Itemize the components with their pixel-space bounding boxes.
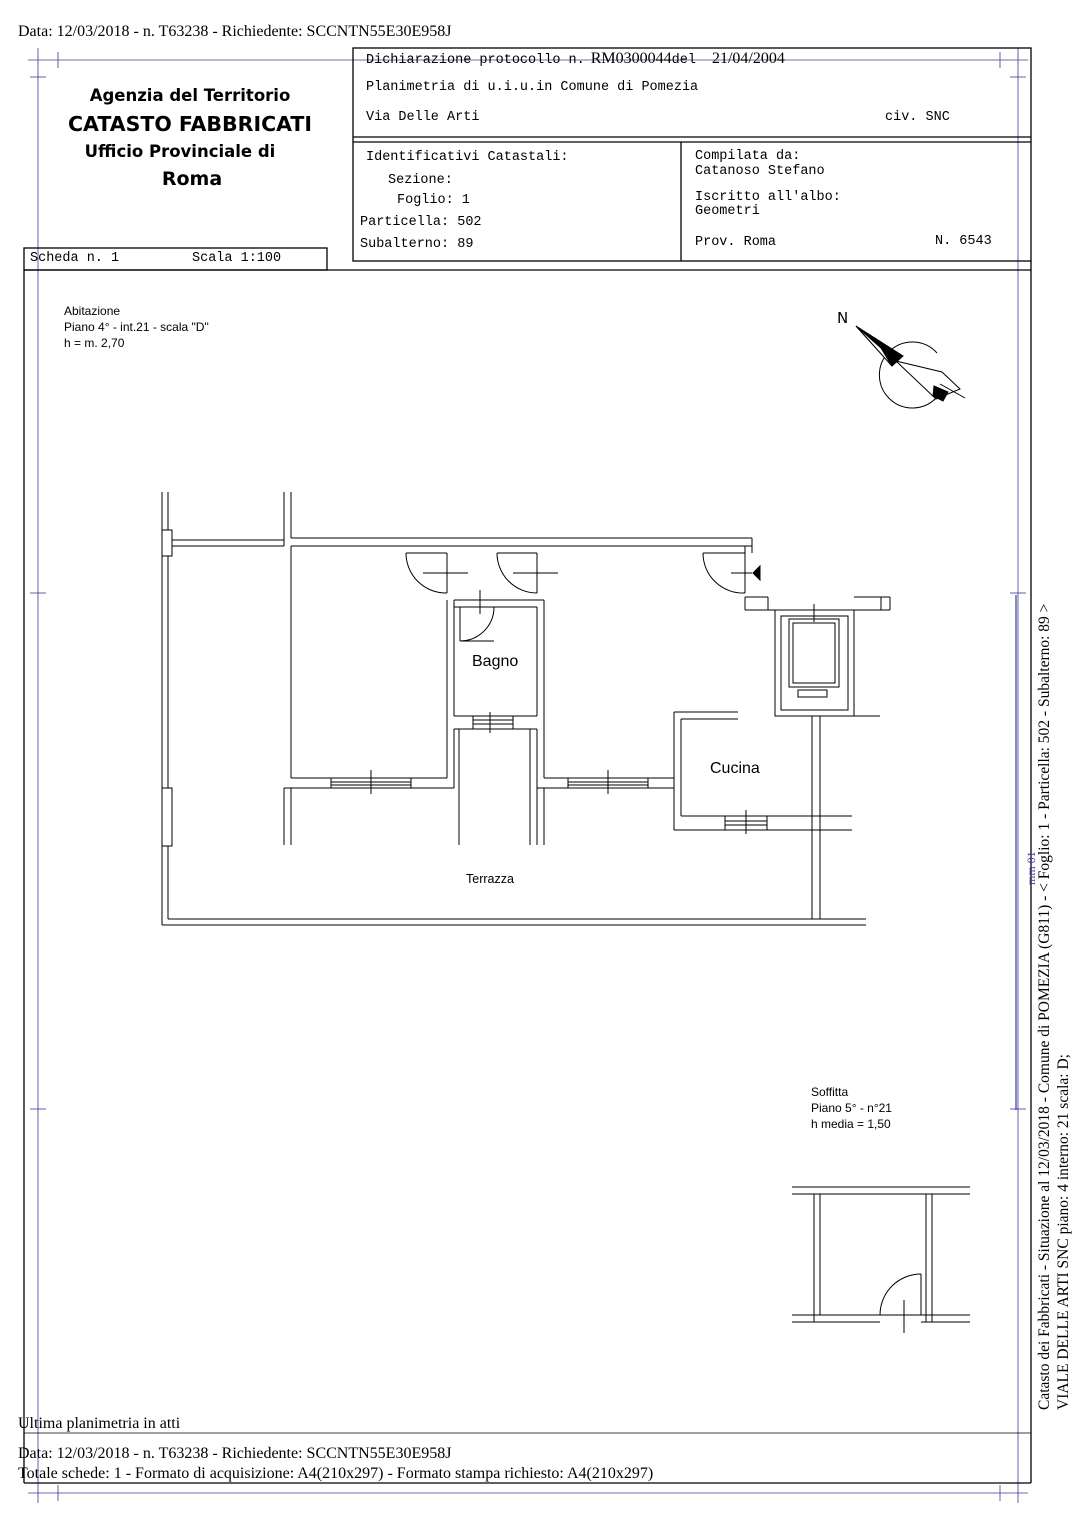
side-stamp: mm 01 bbox=[1024, 851, 1038, 885]
declaration-line bbox=[366, 50, 785, 68]
footer-data-line: Data: 12/03/2018 - n. T63238 - Richiedente: SCCNTN55E30E958J bbox=[18, 1445, 452, 1462]
compiler-number: N. 6543 bbox=[935, 234, 992, 249]
identifiers-title: Identificativi Catastali: bbox=[366, 150, 569, 165]
footer-last-plan: Ultima planimetria in atti bbox=[18, 1415, 181, 1432]
header-frames bbox=[24, 48, 1031, 1483]
attic-floor: Piano 5° - n°21 bbox=[811, 1101, 892, 1115]
compiler-label: Compilata da: bbox=[695, 149, 801, 164]
scheda-scale: Scala 1:100 bbox=[192, 251, 282, 266]
room-bathroom: Bagno bbox=[472, 653, 519, 670]
register-lines bbox=[28, 48, 1028, 1503]
room-kitchen: Cucina bbox=[710, 760, 760, 777]
side-situation-line: Catasto dei Fabbricati - Situazione al 12/03/2018 - Comune di POMEZIA (G811) - < Foglio: 1 - Particella: 502 - Subalterno: 89 > bbox=[1036, 603, 1053, 1410]
header-data-line: Data: 12/03/2018 - n. T63238 - Richiedente: SCCNTN55E30E958J bbox=[18, 23, 452, 40]
footer-totals: Totale schede: 1 - Formato di acquisizione: A4(210x297) - Formato stampa richiesto: A4(210x297) bbox=[18, 1465, 654, 1482]
compiler-name: Catanoso Stefano bbox=[695, 164, 825, 179]
floor4-height: h = m. 2,70 bbox=[64, 336, 125, 350]
declaration-del: del bbox=[671, 53, 696, 68]
floor4-notes bbox=[64, 303, 209, 351]
floor4-use: Abitazione bbox=[64, 304, 121, 318]
register-name: Geometri bbox=[695, 204, 760, 219]
floor4-floor: Piano 4° - int.21 - scala "D" bbox=[64, 320, 209, 334]
attic-use: Soffitta bbox=[811, 1085, 849, 1099]
department-name: Ufficio Provinciale di bbox=[84, 142, 276, 161]
office-city: Roma bbox=[161, 168, 223, 190]
plan-description: Planimetria di u.i.u.in Comune di Pomezia bbox=[366, 80, 699, 95]
identifiers-particella: Particella: 502 bbox=[360, 215, 482, 230]
floor-plan-apartment bbox=[162, 492, 890, 925]
agency-name: Agenzia del Territorio bbox=[89, 86, 291, 105]
north-arrow-icon bbox=[856, 326, 965, 408]
side-address-line: VIALE DELLE ARTI SNC piano: 4 interno: 21 scala: D; bbox=[1055, 1054, 1072, 1410]
floor-plan-attic bbox=[792, 1187, 970, 1333]
protocol-number: RM0300044 bbox=[590, 50, 672, 67]
identifiers-sezione: Sezione: bbox=[388, 173, 453, 188]
north-label: N bbox=[837, 309, 849, 327]
room-terrace: Terrazza bbox=[466, 872, 514, 886]
registry-name: CATASTO FABBRICATI bbox=[68, 112, 312, 136]
identifiers-subalterno: Subalterno: 89 bbox=[360, 237, 474, 252]
declaration-date: 21/04/2004 bbox=[711, 50, 785, 67]
identifiers-foglio: Foglio: 1 bbox=[397, 193, 470, 208]
register-label: Iscritto all'albo: bbox=[695, 190, 841, 205]
compiler-province: Prov. Roma bbox=[695, 235, 777, 250]
address: Via Delle Arti bbox=[366, 110, 480, 125]
attic-notes bbox=[811, 1084, 892, 1132]
civic-number: civ. SNC bbox=[885, 110, 950, 125]
scheda-number: Scheda n. 1 bbox=[30, 251, 120, 266]
attic-height: h media = 1,50 bbox=[811, 1117, 891, 1131]
declaration-prefix: Dichiarazione protocollo n. bbox=[366, 53, 585, 68]
